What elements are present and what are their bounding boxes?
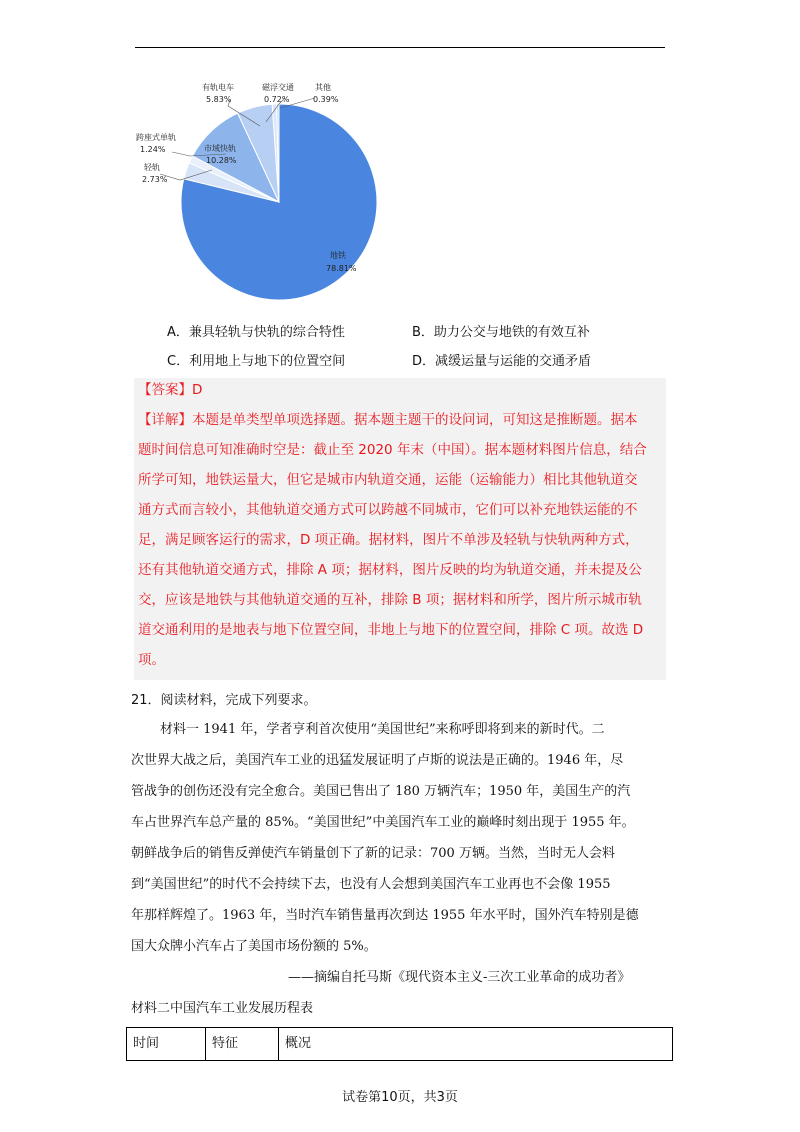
- material1-line: 到“美国世纪”的时代不会持续下去，也没有人会想到美国汽车工业再也不会像 1955: [131, 877, 611, 892]
- option-d: D．减缓运量与运能的交通矛盾: [412, 354, 592, 369]
- material1-line: 朝鲜战争后的销售反弹使汽车销量创下了新的记录：700 万辆。当然，当时无人会料: [131, 846, 615, 861]
- label-lightrail-name: 轻轨: [144, 163, 160, 172]
- table-header-feature: 特征: [212, 1036, 239, 1051]
- explanation-line: 【详解】本题是单类型单项选择题。据本题主题干的设问词，可知这是推断题。据本: [138, 412, 638, 428]
- option-c: C．利用地上与地下的位置空间: [167, 354, 346, 369]
- label-tram-name: 有轨电车: [202, 83, 234, 92]
- material1-line: 材料一 1941 年，学者亨利首次使用“美国世纪”来称呼即将到来的新时代。二: [160, 722, 605, 737]
- pie-chart: [130, 74, 390, 314]
- question-21-title: 21．阅读材料，完成下列要求。: [131, 693, 317, 708]
- label-monorail-name: 跨座式单轨: [136, 133, 176, 142]
- answer-line: 【答案】D: [138, 382, 203, 398]
- table-header-time: 时间: [133, 1036, 160, 1051]
- option-b: B．助力公交与地铁的有效互补: [412, 325, 590, 340]
- explanation-line: 通方式而言较小，其他轨道交通方式可以跨越不同城市，它们可以补充地铁运能的不: [138, 502, 638, 518]
- material1-line: 车占世界汽车总产量的 85%。“美国世纪”中美国汽车工业的巅峰时刻出现于 1955 年。: [131, 815, 635, 830]
- label-suburban-value: 10.28%: [206, 156, 237, 165]
- table-header-overview: 概况: [285, 1036, 312, 1051]
- label-tram-value: 5.83%: [206, 95, 232, 104]
- label-maglev-name: 磁浮交通: [262, 83, 294, 92]
- explanation-line: 交，应该是地铁与其他轨道交通的互补，排除 B 项；据材料和所学，图片所示城市轨: [138, 592, 642, 608]
- label-metro-name: 地铁: [330, 251, 346, 260]
- material1-line: 年那样辉煌了。1963 年，当时汽车销售量再次到达 1955 年水平时，国外汽车特别是德: [131, 908, 639, 923]
- material1-line: 管战争的创伤还没有完全愈合。美国已售出了 180 万辆汽车；1950 年，美国生产的汽: [131, 784, 631, 799]
- explanation-line: 项。: [138, 652, 165, 668]
- label-monorail-value: 1.24%: [140, 145, 166, 154]
- explanation-line: 道交通利用的是地表与地下位置空间，非地上与地下的位置空间，排除 C 项。故选 D: [138, 622, 644, 638]
- header-rule: [135, 47, 665, 48]
- explanation-line: 题时间信息可知准确时空是：截止至 2020 年末（中国）。据本题材料图片信息，结合: [138, 442, 647, 458]
- label-metro-value: 78.81%: [326, 264, 357, 273]
- label-lightrail-value: 2.73%: [142, 175, 168, 184]
- label-maglev-value: 0.72%: [264, 95, 290, 104]
- page-footer: 试卷第10页，共3页: [342, 1090, 458, 1105]
- material1-line: 次世界大战之后，美国汽车工业的迅猛发展证明了卢斯的说法是正确的。1946 年，尽: [131, 753, 624, 768]
- label-other-value: 0.39%: [313, 95, 339, 104]
- option-a: A．兼具轻轨与快轨的综合特性: [167, 325, 345, 340]
- explanation-line: 足，满足顾客运行的需求，D 项正确。据材料，图片不单涉及轻轨与快轨两种方式，: [138, 532, 639, 548]
- material2-title: 材料二中国汽车工业发展历程表: [131, 1001, 314, 1016]
- explanation-line: 还有其他轨道交通方式，排除 A 项；据材料，图片反映的均为轨道交通，并未提及公: [138, 562, 642, 578]
- explanation-line: 所学可知，地铁运量大，但它是城市内轨道交通，运能（运输能力）相比其他轨道交: [138, 472, 638, 488]
- material1-source: ——摘编自托马斯《现代资本主义-三次工业革命的成功者》: [288, 970, 631, 985]
- development-table: [126, 1027, 673, 1061]
- label-other-name: 其他: [315, 83, 331, 92]
- material1-line: 国大众牌小汽车占了美国市场份额的 5%。: [131, 939, 377, 954]
- label-suburban-name: 市域快轨: [204, 144, 236, 153]
